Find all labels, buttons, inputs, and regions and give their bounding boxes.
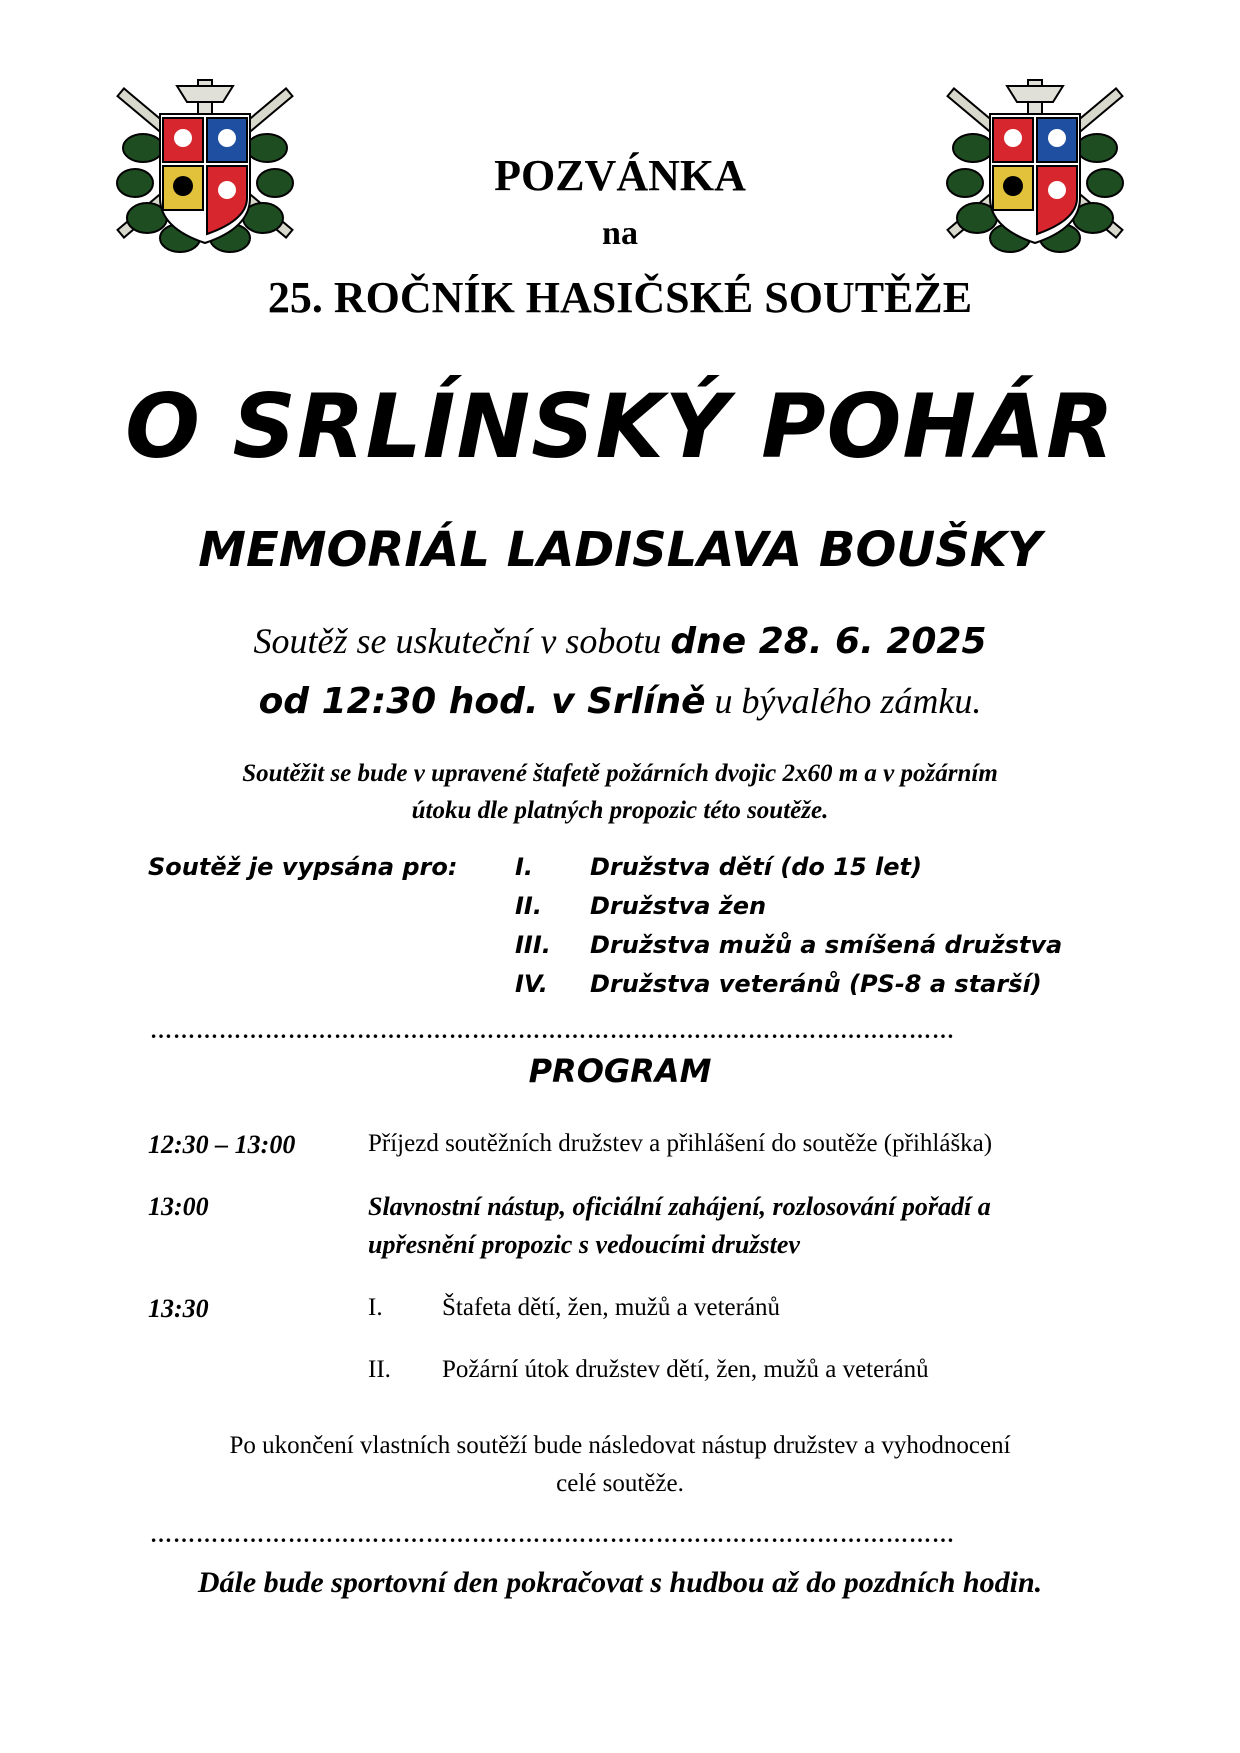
header-edition: 25. ROČNÍK HASIČSKÉ SOUTĚŽE: [267, 273, 973, 322]
date-line-1-a: Soutěž se uskuteční v sobotu: [253, 621, 671, 661]
separator-top: ……………………………………………………………………………………………: [150, 1018, 955, 1043]
page-subtitle: MEMORIÁL LADISLAVA BOUŠKY: [198, 522, 1042, 578]
intro-line-1: Soutěžit se bude v upravené štafetě požárních dvojic 2x60 m a v požárním: [242, 760, 998, 787]
program-num-3a: I.: [368, 1294, 383, 1321]
program-num-3b: II.: [368, 1356, 391, 1383]
category-text-4: Družstva veteránů (PS-8 a starší): [590, 970, 1042, 998]
category-num-2: II.: [515, 892, 542, 920]
category-text-1: Družstva dětí (do 15 let): [590, 853, 922, 881]
program-text-1: Příjezd soutěžních družstev a přihlášení do soutěže (přihláška): [368, 1130, 993, 1157]
separator-bottom: ……………………………………………………………………………………………: [150, 1522, 955, 1547]
date-line-1: [0, 620, 1240, 662]
categories-label: Soutěž je vypsána pro:: [148, 853, 458, 881]
page-title: O SRLÍNSKÝ POHÁR: [125, 375, 1115, 478]
program-time-2: 13:00: [148, 1192, 209, 1221]
category-text-2: Družstva žen: [590, 892, 767, 920]
date-line-1-b: dne 28. 6. 2025: [670, 621, 987, 662]
program-time-3: 13:30: [148, 1294, 209, 1323]
category-num-1: I.: [515, 853, 534, 881]
date-line-2: [0, 680, 1240, 722]
footer-note: Dále bude sportovní den pokračovat s hudbou až do pozdních hodin.: [197, 1566, 1043, 1599]
program-heading: PROGRAM: [528, 1052, 712, 1090]
program-time-1: 12:30 – 13:00: [148, 1130, 296, 1159]
category-text-3: Družstva mužů a smíšená družstva: [590, 931, 1063, 959]
program-text-3a: Štafeta dětí, žen, mužů a veteránů: [442, 1294, 781, 1321]
date-line-2-b: u bývalého zámku.: [705, 681, 982, 721]
header-na: na: [602, 215, 638, 252]
intro-line-2: útoku dle platných propozic této soutěže.: [411, 797, 829, 824]
category-num-3: III.: [515, 931, 551, 959]
date-line-2-a: od 12:30 hod. v Srlíně: [258, 681, 706, 722]
closing-line-1: Po ukončení vlastních soutěží bude následovat nástup družstev a vyhodnocení: [229, 1432, 1011, 1459]
closing-line-2: celé soutěže.: [556, 1470, 684, 1497]
program-text-2b: upřesnění propozic s vedoucími družstev: [368, 1230, 800, 1259]
program-text-2a: Slavnostní nástup, oficiální zahájení, rozlosování pořadí a: [368, 1192, 991, 1221]
header-invitation: POZVÁNKA: [494, 151, 746, 200]
category-num-4: IV.: [515, 970, 548, 998]
program-text-3b: Požární útok družstev dětí, žen, mužů a veteránů: [442, 1356, 929, 1383]
